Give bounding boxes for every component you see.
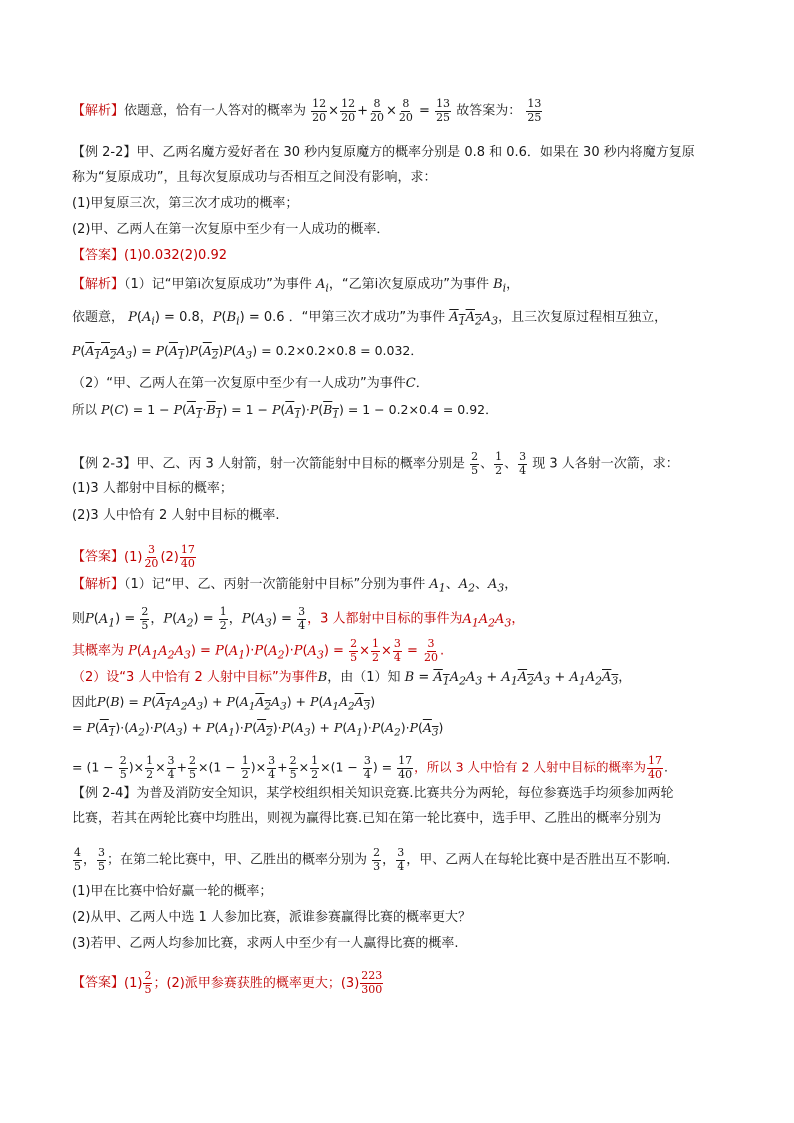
solution-text: ．“甲第三次才成功”为事件: [288, 310, 446, 325]
answer-tag: 【答案】: [72, 549, 125, 565]
answer-prefix: 故答案为：: [456, 103, 522, 119]
stem-text: ；在第二轮比赛中，甲、乙胜出的概率分别为: [107, 852, 368, 868]
solution-text: （2）“甲、乙两人在第一次复原中至少有一人成功”为事件: [72, 376, 406, 391]
formula-line: = $P(A_1)\cdot(A_2)\cdot P(A_3) + P(A_1)\cdot P(A_2)\cdot P(A_3) + P(A_1)\cdot P(A_2)\cdot P(A_3)$: [72, 720, 444, 739]
question-1: [72, 482, 233, 495]
solution-line: 则$P(A_1)$ = $\frac{2}{5}$ ，$P(A_2)$ = $\frac{1}{2}$ ，$P(A_3)$ = $\frac{3}{4}$ ，3 人都射中目标的事件为$A_1A_2A_3$，: [72, 605, 525, 632]
example-tag: 【例 2-3】: [72, 456, 137, 472]
question-2: [72, 223, 389, 236]
solution-tag: 【解析】: [72, 103, 125, 119]
answer-line: [72, 249, 227, 262]
solution-text: 因此: [72, 694, 98, 709]
solution-text: ，所以 3 人中恰有 2 人射中目标的概率为: [414, 759, 646, 775]
formula-line: = (1 − $\frac{2}{5}$ )× $\frac{1}{2}$ × $\frac{3}{4}$ + $\frac{2}{5}$ ×(1 − $\frac{1}{2}$ )× $\frac{3}{4}$ + $\frac{2}{5}$ × $\frac{1}{2}$ ×(1 − $\frac{3}{4}$ ) = $\frac{17}{40}$ ，所以 3 人中恰有 2 人射中目标的概率为 $\frac{17}{40}$ .: [72, 754, 668, 781]
question-2: [72, 911, 471, 924]
solution-text: ，3 人都射中目标的事件为: [307, 611, 463, 627]
solution-text: 依题意，: [72, 310, 125, 325]
solution-text: ，“乙第i次复原成功”为事件: [328, 277, 489, 292]
example-2-2-stem: [72, 146, 695, 159]
solution-text: ，且三次复原过程相互独立，: [498, 310, 668, 325]
example-tag: 【例 2-2】: [72, 145, 137, 160]
question-text: (2)3 人中恰有 2 人射中目标的概率.: [72, 508, 280, 523]
stem-text: 为普及消防安全知识，某学校组织相关知识竞赛.比赛共分为两轮，每位参赛选手均须参加两轮: [136, 786, 674, 801]
stem-text: ，甲、乙两人在每轮比赛中是否胜出互不影响.: [406, 852, 671, 868]
answer-text: ；(2)派甲参赛获胜的概率更大；(3): [153, 975, 360, 991]
formula-line: 所以 $P(C) = 1 - P(A_1\cdot B_1) = 1 - P(A_1)\cdot P(B_1) = 1 - 0.2\times 0.4 = 0.92$．: [72, 402, 498, 421]
fraction: $\frac{1}{2}$: [495, 450, 503, 477]
stem-text: 甲、乙两名魔方爱好者在 30 秒内复原魔方的概率分别是 0.8 和 0.6．如果在 30 秒内将魔方复原: [136, 145, 695, 160]
formula-result: = 0.2×0.2×0.8 = 0.032．: [261, 343, 423, 358]
answer-text: (1): [124, 975, 143, 991]
fraction: $\frac{12}{20}$: [341, 97, 356, 124]
answer-text: (1)0.032(2)0.92: [124, 248, 228, 263]
answer-fraction: $\frac{13}{25}$: [527, 97, 542, 124]
stem-text: 比赛，若其在两轮比赛中均胜出，则视为赢得比赛.已知在第一轮比赛中，选手甲、乙胜出的概率分别为: [72, 811, 662, 826]
solution-line: （2）设“3 人中恰有 2 人射中目标”为事件B，由（1）知 $B = A_1A_2A_3 + A_1A_2A_3 + A_1A_2A_3$，: [72, 670, 632, 688]
formula-result: = 1 − 0.2×0.4 = 0.92．: [347, 402, 498, 417]
formula-line: $P(A_1A_2A_3) = P(A_1)P(A_2)P(A_3) = 0.2\times 0.2\times 0.8 = 0.032$．: [72, 343, 423, 362]
example-2-2-stem-2: [72, 171, 436, 184]
question-text: (1)3 人都射中目标的概率；: [72, 481, 233, 496]
answer-tag: 【答案】: [72, 248, 125, 263]
answer-line: 【答案】(1) $\frac{2}{5}$ ；(2)派甲参赛获胜的概率更大；(3) $\frac{223}{300}$: [72, 969, 383, 996]
example-2-3-stem: 【例 2-3】甲、乙、丙 3 人射箭，射一次箭能射中目标的概率分别是 $\frac{2}{5}$ 、 $\frac{1}{2}$ 、 $\frac{3}{4}$ 现 3 人各射一次箭，求：: [72, 450, 679, 477]
fraction: $\frac{13}{25}$: [436, 97, 451, 124]
example-2-4-stem-3: $\frac{4}{5}$ ， $\frac{3}{5}$ ；在第二轮比赛中，甲、乙胜出的概率分别为 $\frac{2}{3}$ ， $\frac{3}{4}$ ，甲、乙两人在每轮比赛中是否胜出互不影响.: [74, 846, 671, 873]
question-text: (1)甲复原三次，第三次才成功的概率；: [72, 196, 299, 211]
solution-text: ，由（1）知: [327, 670, 401, 685]
solution-line: 【解析】（1）记“甲、乙、丙射一次箭能射中目标”分别为事件 $A_1$、$A_2$、$A_3$，: [72, 577, 518, 595]
solution-text: （1）记“甲、乙、丙射一次箭能射中目标”分别为事件: [124, 577, 426, 592]
stem-text: 甲、乙、丙 3 人射箭，射一次箭能射中目标的概率分别是: [136, 456, 465, 472]
solution-line: （2）“甲、乙两人在第一次复原中至少有一人成功”为事件C．: [72, 376, 429, 391]
solution-line: 【解析】（1）记“甲第i次复原成功”为事件 $A_i$，“乙第i次复原成功”为事件 $B_i$，: [72, 277, 520, 295]
solution-line-1: 【解析】依题意，恰有一人答对的概率为 $\frac{12}{20}$ × $\frac{12}{20}$ + $\frac{8}{20}$ × $\frac{8}{20}$ = $\frac{13}{25}$ 故答案为： $\frac{13}{25}$: [72, 97, 542, 124]
answer-tag: 【答案】: [72, 975, 125, 991]
solution-text: 其概率为: [72, 643, 125, 659]
stem-text: 称为“复原成功”，且每次复原成功与否相互之间没有影响，求：: [72, 170, 437, 185]
solution-text: 则: [72, 611, 86, 627]
question-2: [72, 509, 280, 522]
question-1: [72, 885, 272, 898]
solution-text: （2）设“3 人中恰有 2 人射中目标”为事件: [72, 670, 318, 685]
example-2-4-stem: [72, 787, 674, 800]
solution-line: 依题意， $P(A_i) = 0.8$，$P(B_i) = 0.6$ ．“甲第三次才成功”为事件 $A_1A_2A_3$，且三次复原过程相互独立，: [72, 310, 668, 328]
formula-line: 因此$P(B) = P(A_1A_2A_3) + P(A_1A_2A_3) + P(A_1A_2A_3)$: [72, 694, 376, 713]
stem-text: 现 3 人各射一次箭，求：: [532, 456, 679, 472]
solution-text: （1）记“甲第i次复原成功”为事件: [124, 277, 312, 292]
fraction: $\frac{2}{5}$: [471, 450, 479, 477]
example-tag: 【例 2-4】: [72, 786, 137, 801]
question-text: (2)从甲、乙两人中选 1 人参加比赛，派谁参赛赢得比赛的概率更大？: [72, 910, 471, 925]
fraction: $\frac{3}{4}$: [519, 450, 527, 477]
question-text: (1)甲在比赛中恰好赢一轮的概率；: [72, 884, 273, 899]
solution-tag: 【解析】: [72, 277, 125, 292]
fraction: $\frac{12}{20}$: [312, 97, 327, 124]
solution-tag: 【解析】: [72, 577, 125, 592]
example-2-4-stem-2: [72, 812, 661, 825]
solution-text: 依题意，恰有一人答对的概率为: [124, 103, 307, 119]
formula-line: 其概率为 $P(A_1A_2A_3) = P(A_1)\cdot P(A_2)\cdot P(A_3)$ = $\frac{2}{5}$ × $\frac{1}{2}$ × $\frac{3}{4}$ = $\frac{3}{20}$ .: [72, 637, 445, 664]
fraction: $\frac{8}{20}$: [369, 97, 384, 124]
answer-line: 【答案】(1) $\frac{3}{20}$ (2) $\frac{17}{40}$: [72, 543, 195, 570]
question-text: (2)甲、乙两人在第一次复原中至少有一人成功的概率．: [72, 222, 390, 237]
question-3: [72, 937, 459, 950]
fraction: $\frac{8}{20}$: [398, 97, 413, 124]
question-1: [72, 197, 298, 210]
solution-text: 所以: [72, 402, 98, 417]
question-text: (3)若甲、乙两人均参加比赛，求两人中至少有一人赢得比赛的概率.: [72, 936, 459, 951]
